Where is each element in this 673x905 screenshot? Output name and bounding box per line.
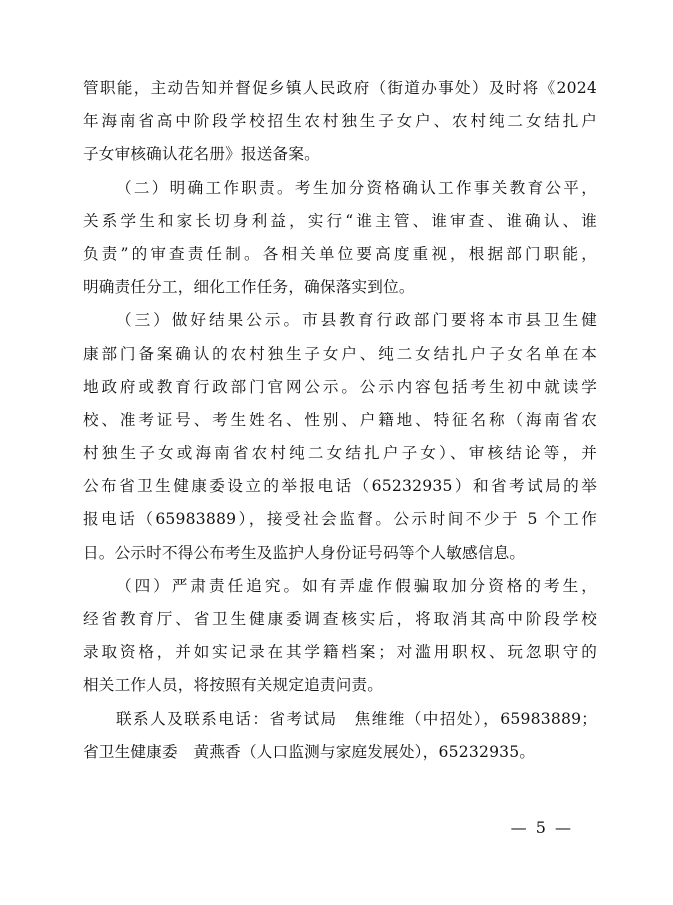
text-line-3: 子女审核确认花名册》报送备案。 — [83, 145, 320, 164]
text-line-9: 康部门备案确认的农村独生子女户、纯二女结扎户子女名单在本 — [83, 344, 597, 363]
text-line-1: 管职能，主动告知并督促乡镇人民政府（街道办事处）及时将《2024 — [83, 79, 597, 97]
section-two-heading-line: （二）明确工作职责。考生加分资格确认工作事关教育公平， — [116, 178, 597, 197]
text-line-2: 年海南省高中阶段学校招生农村独生子女户、农村纯二女结扎户 — [83, 112, 597, 131]
document-body — [83, 72, 597, 769]
text-line-7: 明确责任分工，细化工作任务，确保落实到位。 — [83, 278, 415, 297]
text-line-10: 地政府或教育行政部门官网公示。公示内容包括考生初中就读学 — [83, 377, 597, 396]
text-line-5: 关系学生和家长切身利益，实行“谁主管、谁审查、谁确认、谁 — [83, 211, 597, 230]
text-line-11: 校、准考证号、考生姓名、性别、户籍地、特征名称（海南省农 — [83, 410, 597, 429]
text-line-18: 录取资格，并如实记录在其学籍档案；对滥用职权、玩忽职守的 — [83, 643, 597, 662]
section-three-heading-line: （三）做好结果公示。市县教育行政部门要将本市县卫生健 — [116, 311, 597, 330]
text-line-14: 报电话（65983889），接受社会监督。公示时间不少于 5 个工作 — [83, 510, 597, 529]
text-line-19: 相关工作人员，将按照有关规定追责问责。 — [83, 676, 384, 695]
text-line-17: 经省教育厅、省卫生健康委调查核实后，将取消其高中阶段学校 — [83, 610, 597, 628]
text-line-13: 公布省卫生健康委设立的举报电话（65232935）和省考试局的举 — [83, 477, 597, 496]
contact-line-1: 联系人及联系电话：省考试局 焦维维（中招处），65983889； — [116, 709, 597, 728]
text-line-12: 村独生子女或海南省农村纯二女结扎户子女）、审核结论等，并 — [83, 444, 597, 463]
contact-line-2: 省卫生健康委 黄燕香（人口监测与家庭发展处），65232935。 — [83, 742, 536, 761]
page-number: — 5 — — [510, 818, 573, 837]
text-line-15: 日。公示时不得公布考生及监护人身份证号码等个人敏感信息。 — [83, 543, 526, 562]
text-line-6: 负责”的审查责任制。各相关单位要高度重视，根据部门职能， — [83, 244, 597, 263]
section-four-heading-line: （四）严肃责任追究。如有弄虚作假骗取加分资格的考生， — [116, 576, 597, 595]
